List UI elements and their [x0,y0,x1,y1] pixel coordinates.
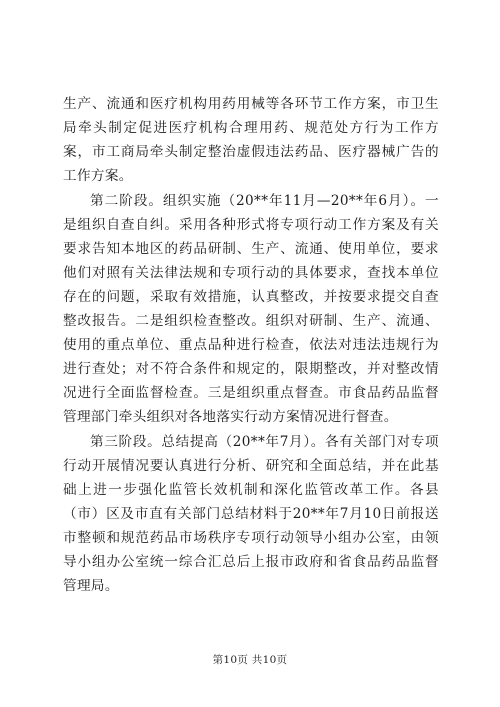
page-footer: 第10页 共10页 [212,654,288,666]
paragraph-stage-two: 第二阶段。组织实施（20**年11月—20**年6月）。一是组织自查自纠。采用各种形式将专项行动工作方案及有关要求告知本地区的药品研制、生产、流通、使用单位，要求他们对照有关法律法规和专项行动的具体要求，查找本单位存在的问题，采取有效措施，认真整改，并按要求提交自查整改报告。二是组织检查整改。组织对研制、生产、流通、使用的重点单位、重点品种进行检查，依法对违法违规行为进行查处；对不符合条件和规定的，限期整改，并对整改情况进行全面监督检查。三是组织重点督查。市食品药品监督管理部门牵头组织对各地落实行动方案情况进行督查。 [63,193,439,425]
paragraph-stage-three: 第三阶段。总结提高（20**年7月）。各有关部门对专项行动开展情况要认真进行分析、研究和全面总结，并在此基础上进一步强化监管长效机制和深化监管改革工作。各县（市）区及市直有关部门总结材料于20**年7月10日前报送市整顿和规范药品市场秩序专项行动领导小组办公室，由领导小组办公室统一综合汇总后上报市政府和省食品药品监督管理局。 [63,434,439,594]
paragraph-continuation: 生产、流通和医疗机构用药用械等各环节工作方案，市卫生局牵头制定促进医疗机构合理用药、规范处方行为工作方案，市工商局牵头制定整治虚假违法药品、医疗器械广告的工作方案。 [63,96,439,184]
document-body [63,92,439,598]
